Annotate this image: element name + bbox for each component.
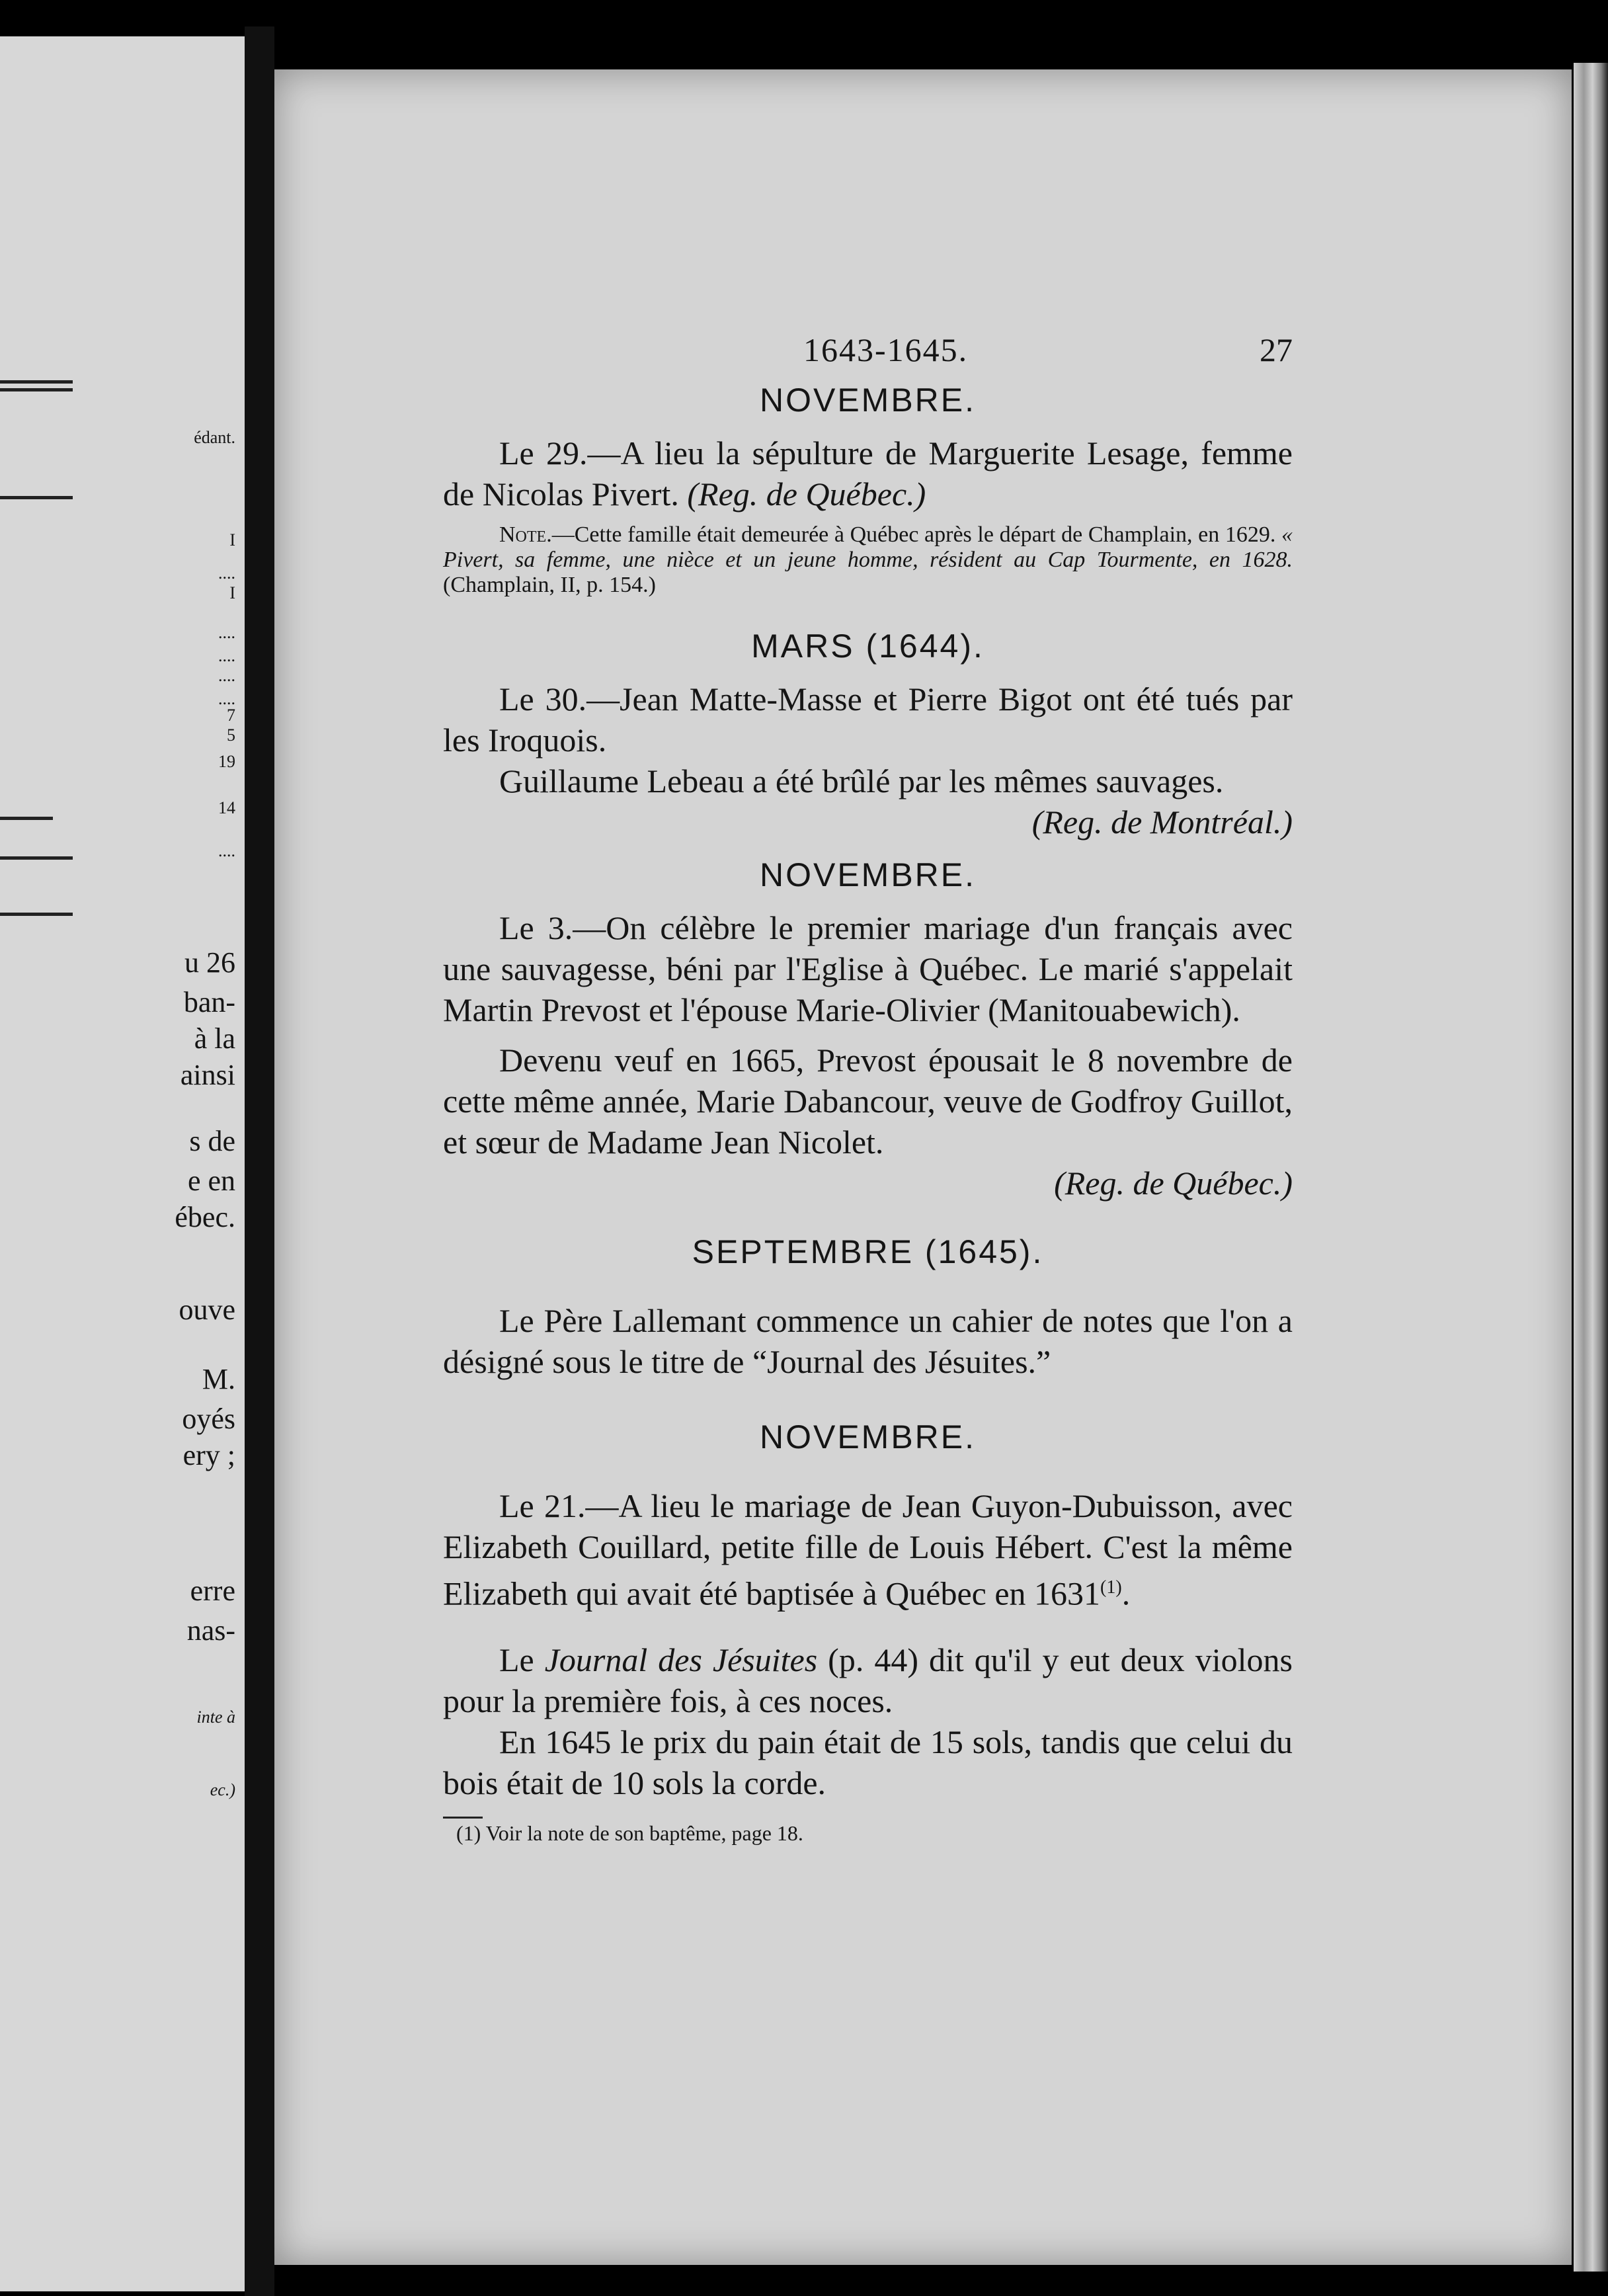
table-rule [0,856,73,860]
left-page-text-fragment: ébec. [175,1201,235,1233]
left-page-text-fragment: .... [218,563,235,583]
section-heading: MARS (1644). [751,628,985,665]
left-page-text-fragment: s de [189,1125,235,1157]
entry-paragraph: Devenu veuf en 1665, Prevost épousait le 8 novembre de cette même année, Marie Dabancour, veuve de Godfroy Guillot, et sœur de Madame Jean Nicolet. [443,1042,1293,1161]
left-page-text-fragment: 14 [218,798,235,817]
entry-text: (p. 44) dit qu'il y eut deux violons pour la première fois, à ces noces. [443,1641,1293,1719]
left-page-text-fragment: ery ; [182,1439,235,1471]
table-rule [0,496,73,499]
entry-text: Le 29.—A lieu la sépulture de Marguerite Lesage, femme de Nicolas Pivert. [443,434,1293,512]
source-citation-text: (Reg. de Québec.) [1054,1165,1293,1202]
left-page-text-fragment: .... [218,646,235,665]
left-page-text-fragment: ec.) [210,1780,235,1799]
note-paragraph [443,522,1293,598]
entry-end: . [1121,1575,1131,1612]
entry-paragraph: Le 30.—Jean Matte-Masse et Pierre Bigot ont été tués par les Iroquois. [443,680,1293,758]
source-citation [443,801,1293,842]
table-rule [0,817,53,820]
table-rule [0,380,73,384]
section-heading: SEPTEMBRE (1645). [692,1233,1044,1270]
left-page-text-fragment: .... [218,841,235,860]
book-gutter [245,26,274,2296]
left-page-text-fragment: inte à [196,1707,235,1727]
left-page-text-fragment: .... [218,623,235,642]
entry-paragraph: Le Père Lallemant commence un cahier de notes que l'on a désigné sous le titre de “Journal des Jésuites.” [443,1302,1293,1380]
note-reference: (Champlain, II, p. 154.) [443,573,656,597]
section-heading: NOVEMBRE. [759,1418,977,1456]
left-page-text-fragment: 19 [218,752,235,771]
left-page-text-fragment: erre [190,1575,235,1607]
left-page-text-fragment: u 26 [184,946,235,979]
entry-paragraph [443,1485,1293,1614]
source-citation-text: (Reg. de Montréal.) [1031,803,1293,840]
entry-text: Le [499,1641,545,1678]
entry-paragraph [443,432,1293,514]
left-page-text-fragment: oyés [182,1403,235,1435]
page-edge [1574,63,1608,2272]
running-head [443,331,1293,377]
left-page-text-fragment: 5 [227,725,235,745]
left-page-text-fragment: M. [202,1363,235,1395]
left-page-text-fragment: nas- [186,1614,235,1647]
table-rule [0,388,73,391]
left-page-text-fragment: I [229,530,235,550]
table-rule [0,913,73,916]
section-heading: NOVEMBRE. [759,856,977,893]
left-page-text-fragment: .... [218,666,235,685]
left-page-text-fragment: ban- [183,986,235,1018]
note-label: Note. [499,522,552,547]
source-citation: (Reg. de Québec.) [687,475,926,512]
entry-paragraph: Guillaume Lebeau a été brûlé par les mêmes sauvages. [499,762,1224,800]
left-page-text-fragment: 7 [227,706,235,725]
note-text: —Cette famille était demeurée à Québec après le départ de Champlain, en 1629. [551,522,1276,547]
entry-text: Le 21.—A lieu le mariage de Jean Guyon-Dubuisson, avec Elizabeth Couillard, petite fille de Louis Hébert. C'est la même Elizabeth qui avait été baptisée à Québec en 1631 [443,1487,1293,1612]
entry-paragraph [443,1639,1293,1721]
left-page-text-fragment: I [229,583,235,602]
running-title: 1643-1645. [803,331,969,368]
journal-title: Journal des Jésuites [544,1641,818,1678]
previous-page-fragment [0,36,257,2291]
note-quote: « Pivert, sa femme, une nièce et un jeune homme, résident au Cap Tourmente, en 1628. [443,522,1293,572]
footnote-marker: (1) [1100,1577,1122,1598]
entry-paragraph: En 1645 le prix du pain était de 15 sols, tandis que celui du bois était de 10 sols la corde. [443,1723,1293,1801]
page-content [443,331,1293,1848]
left-page-text-fragment: ouve [179,1293,235,1326]
left-page-text-fragment: e en [187,1165,235,1197]
footnote: (1) Voir la note de son baptême, page 18. [456,1821,803,1845]
left-page-text-fragment: à la [194,1022,235,1055]
page-number: 27 [1260,331,1293,368]
entry-paragraph: Le 3.—On célèbre le premier mariage d'un français avec une sauvagesse, béni par l'Eglise à Québec. Le marié s'appelait Martin Prevost et l'épouse Marie-Olivier (Manitouabewich). [443,909,1293,1028]
left-page-text-fragment: ainsi [180,1059,235,1091]
source-citation [443,1163,1293,1204]
left-page-text-fragment: édant. [194,428,235,447]
section-heading: NOVEMBRE. [759,382,977,419]
left-page-text-fragment: .... [218,689,235,708]
